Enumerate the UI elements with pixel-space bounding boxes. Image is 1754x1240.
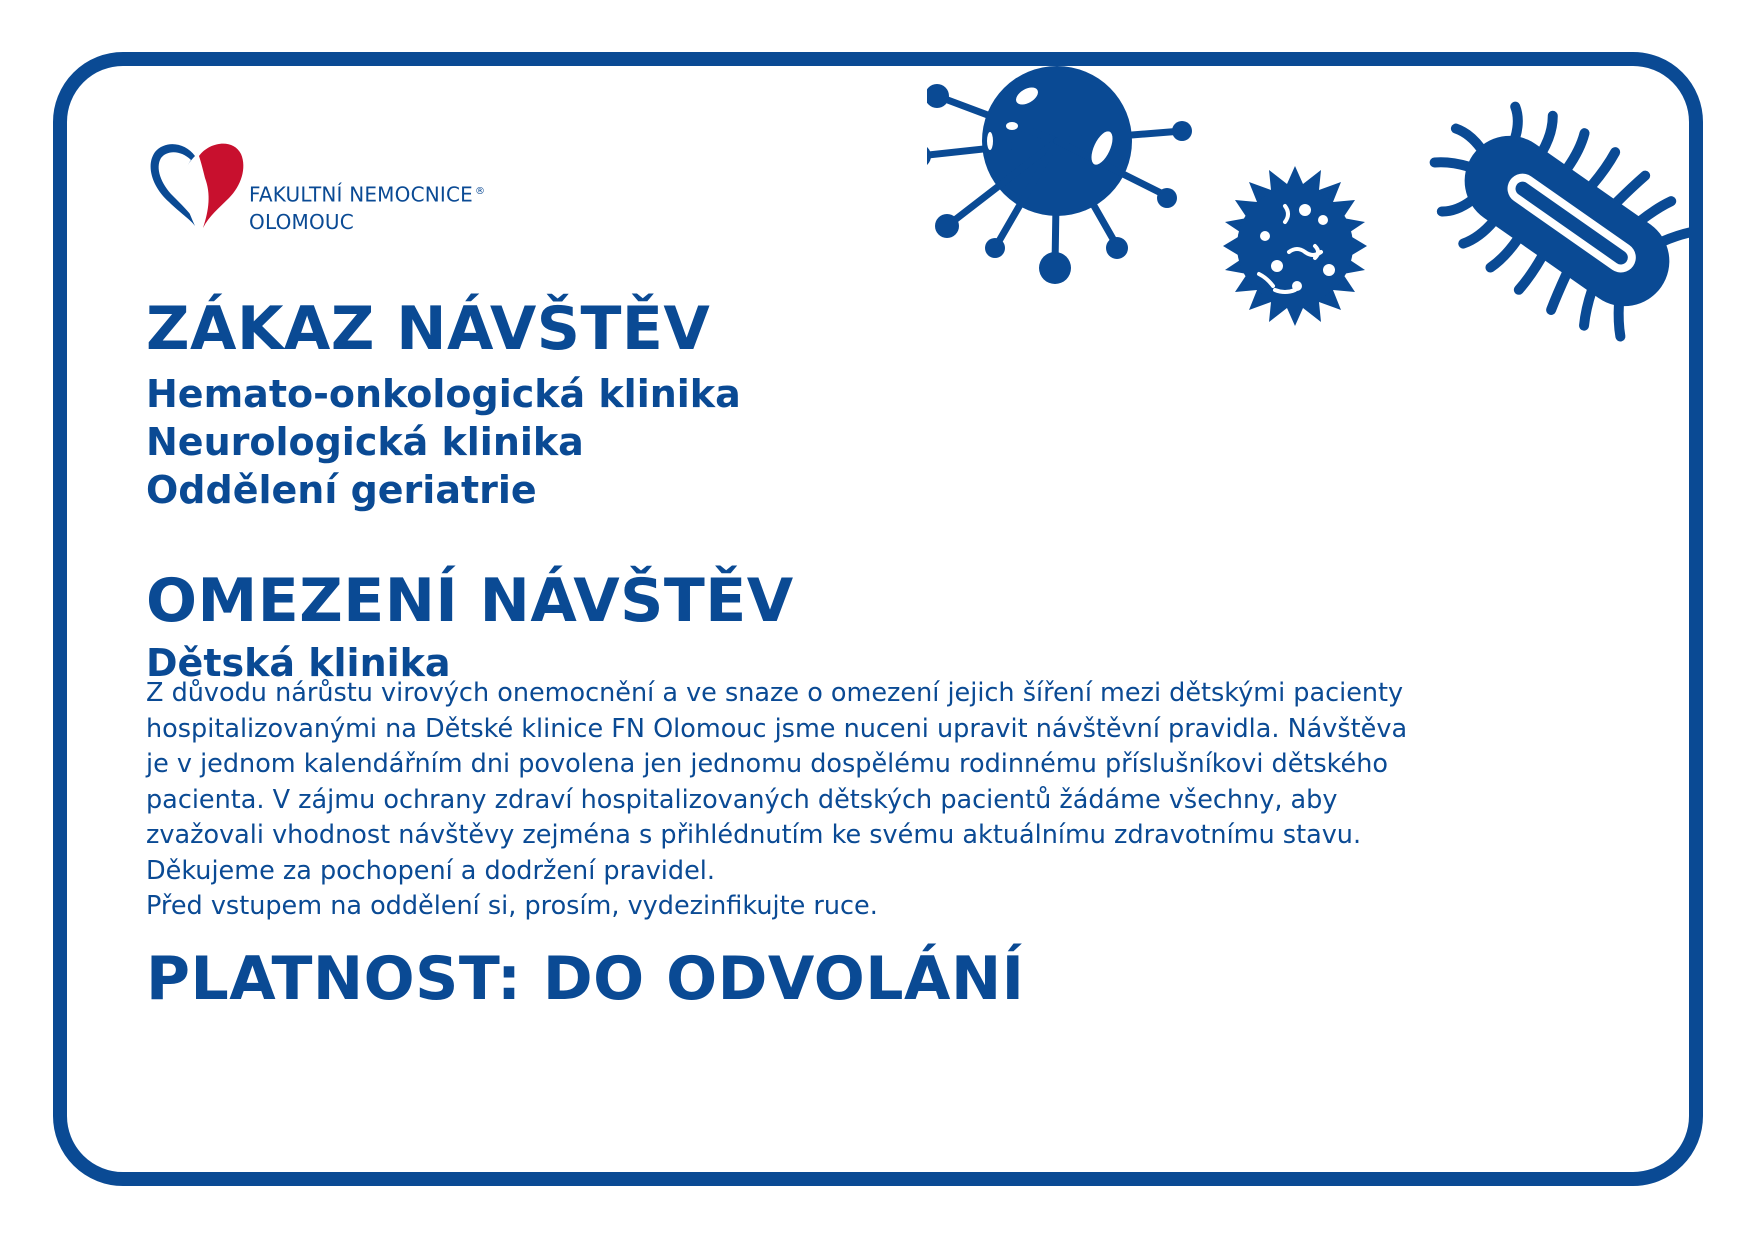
description-line: Před vstupem na oddělení si, prosím, vydezinfikujte ruce.	[146, 891, 878, 921]
notice-frame	[53, 52, 1703, 1186]
description-line: pacienta. V zájmu ochrany zdraví hospitalizovaných dětských pacientů žádáme všechny, aby	[146, 784, 1338, 815]
restriction-department: Dětská klinika	[146, 641, 451, 685]
logo-line2: OLOMOUC	[249, 209, 354, 234]
description-line: hospitalizovanými na Dětské klinice FN Olomouc jsme nuceni upravit návštěvní pravidla. Návštěva	[146, 713, 1408, 744]
bacteria-icon	[1223, 166, 1367, 326]
description-line: zvažovali vhodnost návštěvy zejména s přihlédnutím ke svému aktuálnímu zdravotnímu stavu.	[146, 820, 1362, 850]
ban-department-1: Hemato-onkologická klinika	[146, 372, 741, 416]
description-line: Z důvodu nárůstu virových onemocnění a ve snaze o omezení jejich šíření mezi dětskými pacienty	[146, 678, 1404, 708]
logo-text	[249, 178, 485, 236]
description-line: Děkujeme za pochopení a dodržení pravidel.	[146, 855, 715, 886]
restriction-description	[146, 676, 1586, 925]
hospital-heart-logo-icon	[147, 136, 247, 232]
bacteria-icon	[1401, 70, 1703, 356]
virus-illustration	[927, 66, 1703, 426]
ban-department-3: Oddělení geriatrie	[146, 468, 537, 512]
restriction-title: OMEZENÍ NÁVŠTĚV	[146, 566, 794, 636]
registered-mark: ®	[475, 186, 486, 197]
ban-title: ZÁKAZ NÁVŠTĚV	[146, 294, 711, 364]
logo-line1: FAKULTNÍ NEMOCNICE	[249, 182, 474, 207]
description-line: je v jednom kalendářním dni povolena jen jednomu dospělému rodinnému příslušníkovi dětského	[146, 749, 1388, 779]
hospital-logo	[147, 136, 527, 246]
validity-title: PLATNOST: DO ODVOLÁNÍ	[146, 944, 1025, 1014]
ban-department-2: Neurologická klinika	[146, 420, 584, 464]
virus-icon	[927, 66, 1192, 284]
